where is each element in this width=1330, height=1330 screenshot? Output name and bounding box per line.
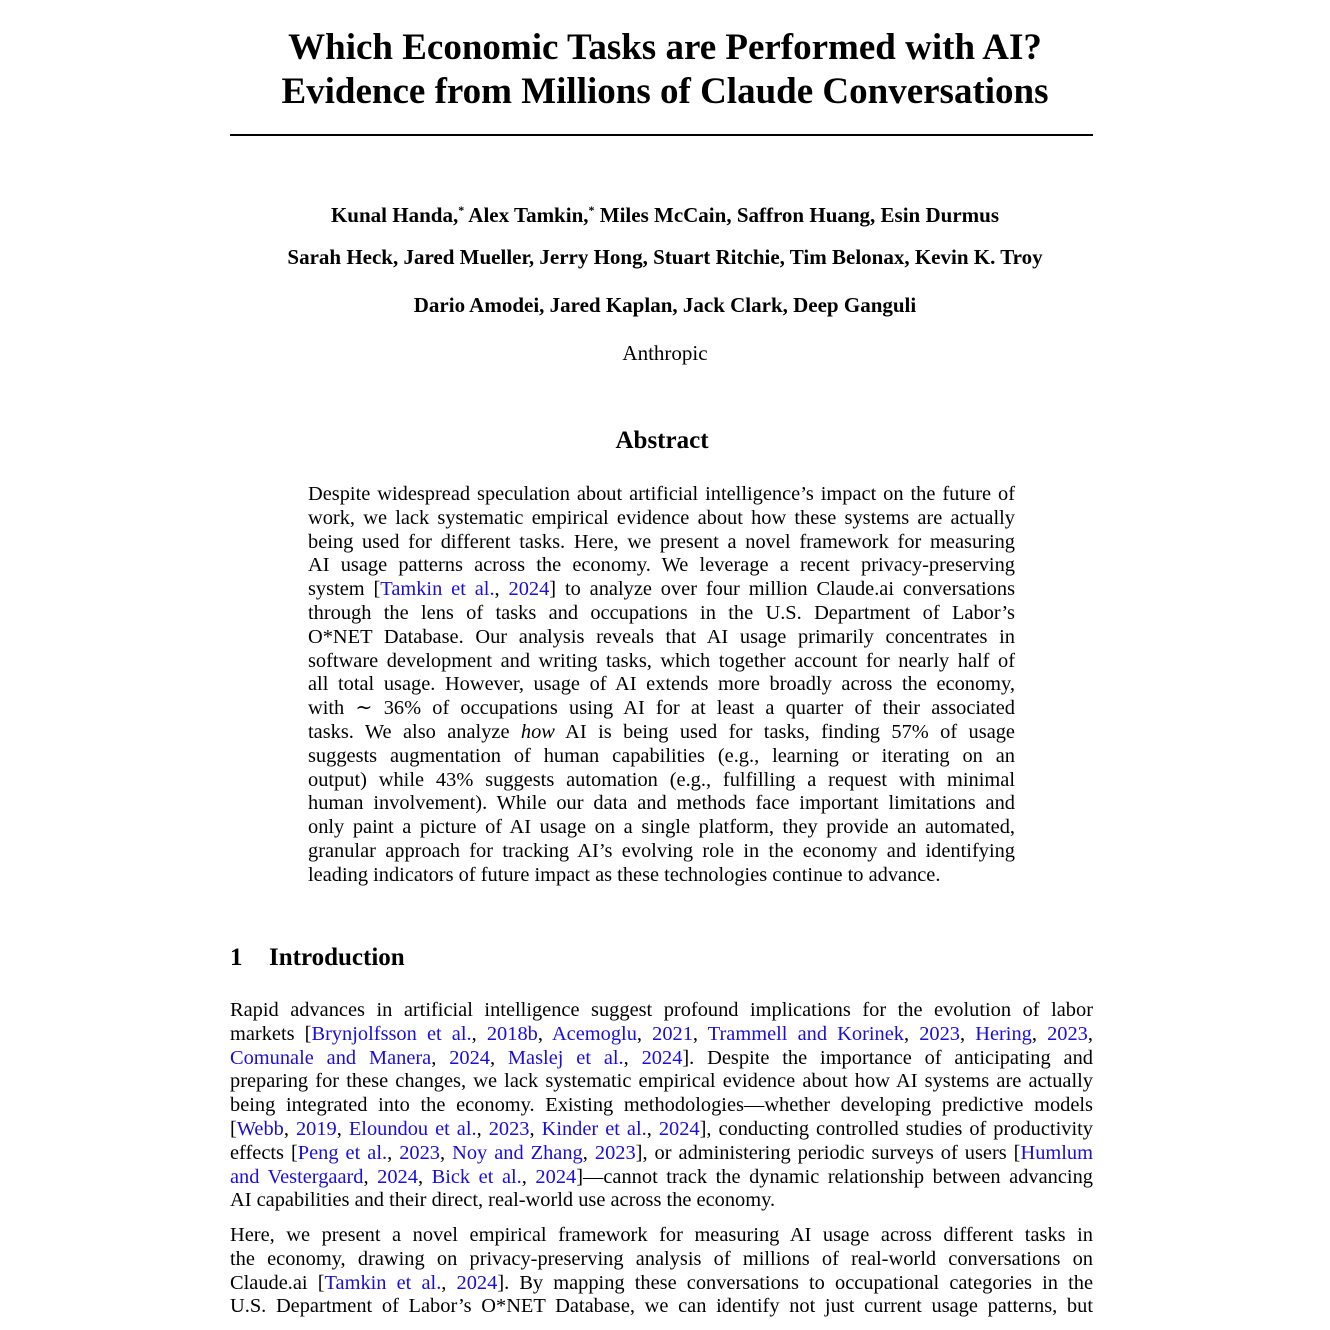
- abstract-line: AI usage patterns across the economy. We leverage a recent privacy-preserving: [308, 554, 1015, 577]
- equal-contribution-mark: *: [588, 203, 595, 217]
- section-number: 1: [230, 944, 243, 971]
- abstract-line: all total usage. However, usage of AI extends more broadly across the economy,: [308, 673, 1015, 696]
- citation-year-link[interactable]: 2018b: [486, 1022, 538, 1045]
- citation-year-link[interactable]: 2024: [535, 1165, 577, 1188]
- author-alex-tamkin: Alex Tamkin,: [468, 203, 589, 227]
- abstract-line: O*NET Database. Our analysis reveals that AI usage primarily concentrates in: [308, 625, 1015, 648]
- title-line-2: Evidence from Millions of Claude Conversations: [281, 71, 1049, 112]
- abstract-line: through the lens of tasks and occupations in the U.S. Department of Labor’s: [308, 601, 1015, 624]
- citation-year-link[interactable]: 2024: [449, 1046, 490, 1069]
- citation-year-link[interactable]: 2024: [658, 1117, 700, 1140]
- abstract-body: [308, 483, 1015, 888]
- citation-year-link[interactable]: 2023: [488, 1117, 530, 1140]
- author-kunal-handa: Kunal Handa,: [330, 203, 459, 227]
- abstract-line: output) while 43% suggests automation (e.g., fulfilling a request with minimal: [308, 768, 1015, 791]
- citation-link[interactable]: Peng et al.: [297, 1141, 388, 1164]
- citation-year-link[interactable]: 2019: [295, 1117, 337, 1140]
- intro-paragraph-1: Rapid advances in artificial intelligence suggest profound implications for the evolution of labor markets [Brynjolfsson et al., 2018b, Acemoglu, 2021, Trammell and Korinek, 2023, Hering, 2023, Comunale and Manera, 2024, Maslej et al., 2024]. Despite the importance of anticipating and preparing for these changes, we lack systematic empirical evidence about how AI systems are actually being integrated into the economy. Existing methodologies—whether developing predictive models [Webb, 2019, Eloundou et al., 2023, Kinder et al., 2024], conducting controlled studies of productivity effects [Peng et al., 2023, Noy and Zhang, 2023], or administering periodic surveys of users [Humlum and Vestergaard, 2024, Bick et al., 2024]—cannot track the dynamic relationship between advancing AI capabilities and their direct, real-world use across the economy.: [230, 999, 1093, 1212]
- citation-link[interactable]: Bick et al.: [431, 1165, 522, 1188]
- equal-contribution-mark: *: [458, 203, 465, 217]
- citation-link[interactable]: Trammell and Korinek: [707, 1022, 904, 1045]
- author-row-3: Dario Amodei, Jared Kaplan, Jack Clark, Deep Ganguli: [413, 293, 917, 317]
- citation-link[interactable]: Humlum: [1020, 1141, 1093, 1164]
- abstract-line: software development and writing tasks, which together account for nearly half of: [308, 649, 1015, 672]
- author-row-2: Sarah Heck, Jared Mueller, Jerry Hong, Stuart Ritchie, Tim Belonax, Kevin K. Troy: [287, 245, 1043, 269]
- citation-link[interactable]: Eloundou et al.: [348, 1117, 477, 1140]
- abstract-line: tasks. We also analyze how AI is being used for tasks, finding 57% of usage: [308, 720, 1015, 743]
- title-rule: [230, 134, 1093, 136]
- abstract-line: suggests augmentation of human capabilities (e.g., learning or iterating on an: [308, 744, 1015, 767]
- citation-link[interactable]: Tamkin et al.: [324, 1271, 442, 1294]
- abstract-line: system [Tamkin et al., 2024] to analyze over four million Claude.ai conversations: [308, 578, 1016, 601]
- abstract-line: leading indicators of future impact as these technologies continue to advance.: [308, 863, 941, 886]
- author-row-1: [0, 197, 1330, 228]
- citation-link[interactable]: Hering: [975, 1022, 1032, 1045]
- citation-year-link[interactable]: 2023: [919, 1022, 960, 1045]
- citation-link[interactable]: Tamkin et al.: [380, 578, 495, 601]
- abstract-line: Despite widespread speculation about artificial intelligence’s impact on the future of: [308, 483, 1015, 505]
- title-line-1: Which Economic Tasks are Performed with AI?: [288, 27, 1042, 68]
- citation-link[interactable]: Brynjolfsson et al.: [311, 1022, 472, 1045]
- citation-link[interactable]: Webb: [236, 1117, 284, 1140]
- abstract-line: human involvement). While our data and methods face important limitations and: [308, 792, 1015, 815]
- citation-year-link[interactable]: 2024: [456, 1271, 498, 1294]
- citation-link[interactable]: Comunale and Manera: [230, 1046, 432, 1069]
- citation-year-link[interactable]: 2024: [377, 1165, 418, 1188]
- section-title: Introduction: [269, 944, 405, 971]
- citation-link[interactable]: Noy and Zhang: [452, 1141, 583, 1164]
- citation-year-link[interactable]: 2023: [399, 1141, 440, 1164]
- emphasis-how: how: [520, 720, 555, 743]
- citation-year-link[interactable]: 2024: [641, 1046, 683, 1069]
- abstract-heading: Abstract: [615, 427, 709, 454]
- citation-year-link[interactable]: 2021: [652, 1022, 693, 1045]
- section-heading-introduction: [230, 943, 405, 973]
- citation-link[interactable]: Kinder et al.: [541, 1117, 647, 1140]
- intro-paragraph-2: Here, we present a novel empirical framework for measuring AI usage across different tasks in the economy, drawing on privacy-preserving analysis of millions of real-world conversations on Claude.ai [Tamkin et al., 2024]. By mapping these conversations to occupational categories in the U.S. Department of Labor’s O*NET Database, we can identify not just current usage patterns, but: [230, 1224, 1093, 1318]
- citation-year-link[interactable]: 2023: [594, 1141, 636, 1164]
- paper-title: [0, 26, 1330, 114]
- citation-year-link[interactable]: 2024: [508, 578, 550, 601]
- abstract-line: granular approach for tracking AI’s evolving role in the economy and identifying: [308, 839, 1015, 862]
- affiliation: Anthropic: [622, 341, 708, 365]
- citation-link[interactable]: and Vestergaard: [230, 1165, 364, 1188]
- citation-link[interactable]: Maslej et al.: [507, 1046, 624, 1069]
- citation-link[interactable]: Acemoglu: [551, 1022, 637, 1045]
- abstract-line: work, we lack systematic empirical evidence about how these systems are actually: [308, 506, 1015, 529]
- citation-year-link[interactable]: 2023: [1047, 1022, 1088, 1045]
- author-list-rest: Miles McCain, Saffron Huang, Esin Durmus: [599, 203, 1000, 227]
- abstract-line: only paint a picture of AI usage on a single platform, they provide an automated,: [308, 816, 1015, 839]
- abstract-line: with ∼ 36% of occupations using AI for at least a quarter of their associated: [308, 697, 1015, 720]
- abstract-line: being used for different tasks. Here, we present a novel framework for measuring: [308, 530, 1015, 553]
